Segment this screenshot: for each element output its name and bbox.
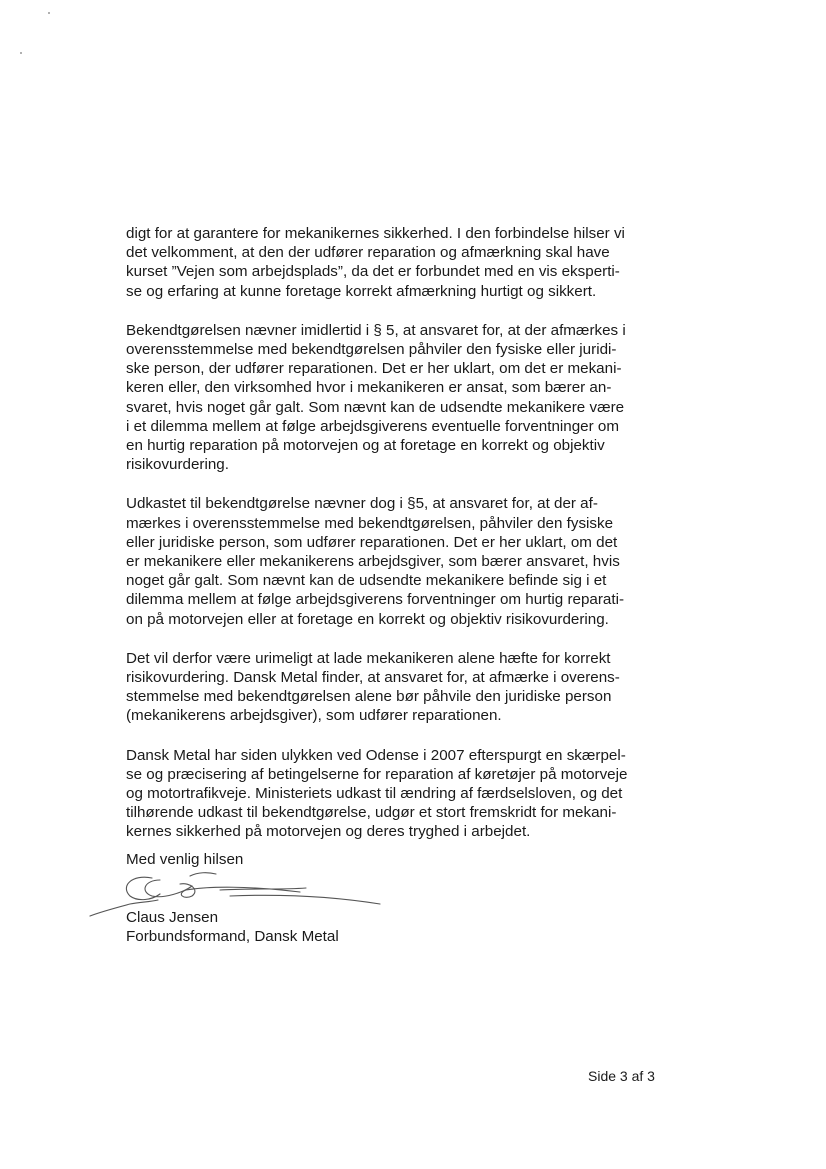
- scan-speck: [20, 52, 22, 54]
- text-line: noget går galt. Som nævnt kan de udsendte mekanikere befinde sig i et: [126, 572, 607, 590]
- text-line: og motortrafikveje. Ministeriets udkast til ændring af færdselsloven, og det: [126, 785, 623, 803]
- letter-body: [126, 224, 666, 862]
- text-line: on på motorvejen eller at foretage en korrekt og objektiv risikovurdering.: [126, 610, 609, 628]
- text-line: en hurtig reparation på motorvejen og at foretage en korrekt og objektiv: [126, 437, 605, 455]
- paragraph-3: [126, 494, 666, 628]
- text-line: (mekanikerens arbejdsgiver), som udfører reparationen.: [126, 707, 502, 725]
- signatory-title: Forbundsformand, Dansk Metal: [126, 928, 339, 946]
- text-line: Bekendtgørelsen nævner imidlertid i § 5, at ansvaret for, at der afmærkes i: [126, 321, 626, 339]
- text-line: mærkes i overensstemmelse med bekendtgørelsen, påhviler den fysiske: [126, 514, 614, 532]
- text-line: risikovurdering.: [126, 456, 229, 474]
- text-line: dilemma mellem at følge arbejdsgiverens forventninger om hurtig reparati-: [126, 591, 625, 609]
- text-line: Dansk Metal har siden ulykken ved Odense i 2007 efterspurgt en skærpel-: [126, 746, 626, 764]
- text-line: risikovurdering. Dansk Metal finder, at ansvaret for, at afmærke i overens-: [126, 669, 620, 687]
- text-line: er mekanikere eller mekanikerens arbejdsgiver, som bærer ansvaret, hvis: [126, 553, 620, 571]
- text-line: Det vil derfor være urimeligt at lade mekanikeren alene hæfte for korrekt: [126, 649, 611, 667]
- text-line: Udkastet til bekendtgørelse nævner dog i §5, at ansvaret for, at der af-: [126, 495, 598, 513]
- text-line: overensstemmelse med bekendtgørelsen påhviler den fysiske eller juridi-: [126, 341, 617, 359]
- text-line: tilhørende udkast til bekendtgørelse, udgør et stort fremskridt for mekani-: [126, 804, 617, 822]
- signature-block: [126, 908, 426, 946]
- paragraph-5: [126, 746, 666, 842]
- scan-speck: [48, 12, 50, 14]
- text-line: eller juridiske person, som udfører reparationen. Det er her uklart, om det: [126, 533, 618, 551]
- text-line: kernes sikkerhed på motorvejen og deres tryghed i arbejdet.: [126, 823, 531, 841]
- text-line: svaret, hvis noget går galt. Som nævnt kan de udsendte mekanikere være: [126, 398, 625, 416]
- paragraph-1: [126, 224, 666, 301]
- page-number: Side 3 af 3: [588, 1068, 655, 1084]
- text-line: keren eller, den virksomhed hvor i mekanikeren er ansat, som bærer an-: [126, 379, 612, 397]
- closing-greeting: Med venlig hilsen: [126, 851, 244, 868]
- text-line: stemmelse med bekendtgørelsen alene bør påhvile den juridiske person: [126, 688, 612, 706]
- text-line: det velkomment, at den der udfører reparation og afmærkning skal have: [126, 244, 610, 262]
- paragraph-2: [126, 321, 666, 475]
- paragraph-4: [126, 649, 666, 726]
- text-line: digt for at garantere for mekanikernes sikkerhed. I den forbindelse hilser vi: [126, 225, 625, 242]
- text-line: se og præcisering af betingelserne for reparation af køretøjer på motorveje: [126, 765, 628, 783]
- signatory-name: Claus Jensen: [126, 909, 219, 926]
- text-line: i et dilemma mellem at følge arbejdsgiverens eventuelle forventninger om: [126, 417, 619, 435]
- text-line: ske person, der udfører reparationen. Det er her uklart, om det er mekani-: [126, 360, 622, 378]
- text-line: se og erfaring at kunne foretage korrekt afmærkning hurtigt og sikkert.: [126, 282, 597, 300]
- text-line: kurset ”Vejen som arbejdsplads”, da det er forbundet med en vis eksperti-: [126, 263, 620, 281]
